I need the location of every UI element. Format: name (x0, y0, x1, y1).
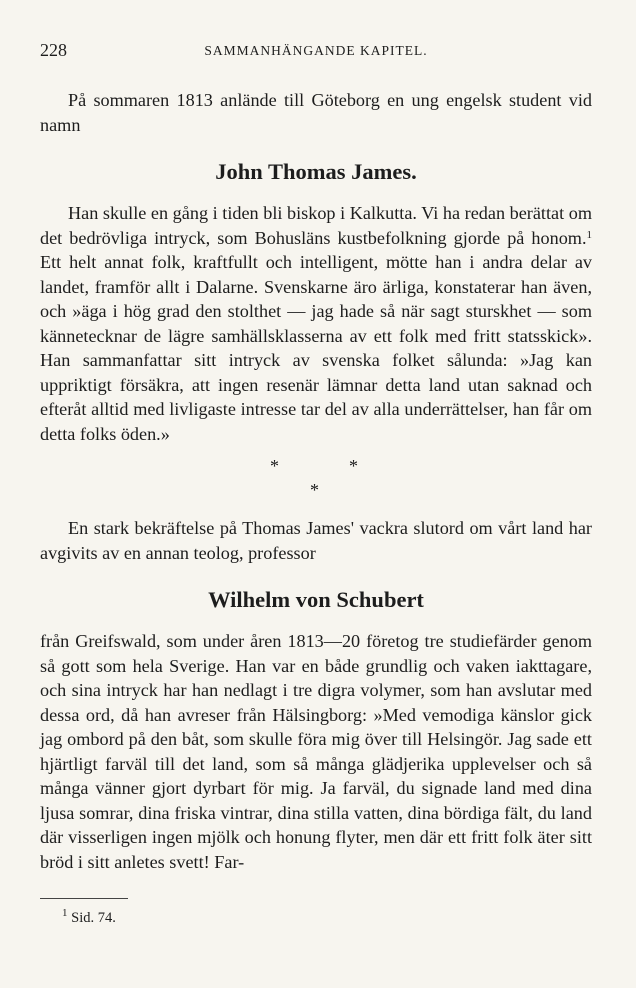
heading-wilhelm-von-schubert: Wilhelm von Schubert (208, 587, 424, 612)
james-paragraph-part-2: Ett helt annat folk, kraftfullt och intelligent, mötte han i andra delar av landet, framför allt i Dalarne. Svenskarne äro ärliga, konstaterar han även, och »äga i hög grad den stolthet — jag hade så när sagt sturskhet — som kännetecknar de lägre samhällsklasserna av ett folk med fritt statsskick». Han sammanfattar sitt intryck av svenska folket sålunda: »Jag kan uppriktigt försäkra, att ingen resenär lämnar detta land utan saknad och efteråt alltid med livligaste intresse tar del av alla underrättelser, han får om detta folks öden.» (40, 252, 592, 444)
schubert-intro-paragraph: En stark bekräftelse på Thomas James' vackra slutord om vårt land har avgivits av en annan teolog, professor (40, 518, 592, 563)
section-break-asterism (40, 452, 592, 506)
asterism-star: * (310, 480, 319, 500)
james-paragraph (40, 201, 592, 446)
footnote-divider (40, 898, 128, 899)
intro-paragraph: På sommaren 1813 anlände till Göteborg en ung engelsk student vid namn (40, 90, 592, 135)
footnote-marker: 1 (62, 907, 68, 919)
footnote (62, 907, 116, 927)
footnote-text: Sid. 74. (71, 910, 116, 926)
james-paragraph-part-1: Han skulle en gång i tiden bli biskop i Kalkutta. Vi ha redan berättat om det bedrövliga intryck, som Bohusläns kustbefolkning gjorde på honom. (40, 203, 592, 248)
schubert-paragraph: från Greifswald, som under åren 1813—20 företog tre studiefärder genom så gott som hela Sverige. Han var en både grundlig och vaken iakttagare, och sina intryck har han nedlagt i tre digra volymer, som han avslutar med dessa ord, då han avreser från Hälsingborg: »Med vemodiga känslor gick jag ombord på den båt, som skulle föra mig över till Helsingör. Jag sade ett hjärtligt farväl till det land, som så många glädjerika upplevelser och så många vänner gjort dyrbart för mig. Ja farväl, du signade land med dina ljusa somrar, dina friska vintrar, dina stilla vatten, dina bördiga fält, du land där visserligen ingen mjölk och honung flyter, men där ett fritt folk äter sitt bröd i sitt anletes svett! Far- (40, 631, 592, 872)
running-head (40, 40, 592, 66)
heading-john-thomas-james: John Thomas James. (215, 159, 417, 184)
asterism-star: * (270, 456, 279, 476)
asterism-star: * (349, 456, 358, 476)
page-number: 228 (40, 40, 67, 60)
running-title: SAMMANHÄNGANDE KAPITEL. (204, 43, 428, 58)
footnote-reference: 1 (586, 228, 592, 241)
